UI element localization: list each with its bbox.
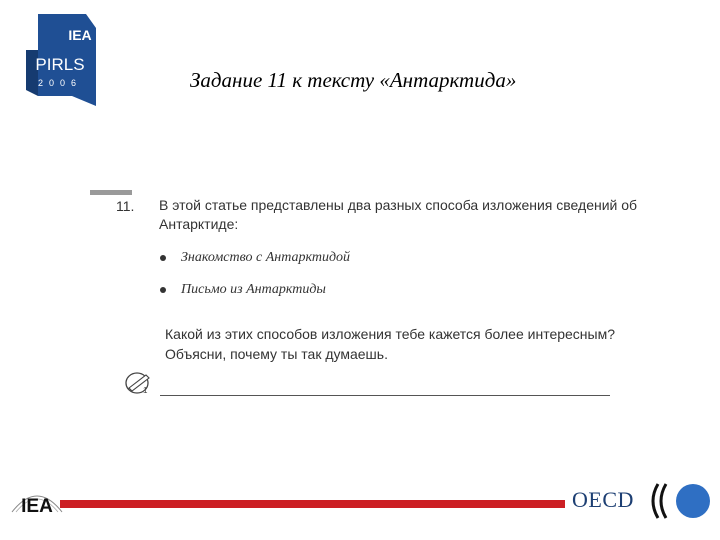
- bullet-icon: [160, 255, 166, 261]
- task-marker-bar: [90, 190, 132, 195]
- oecd-symbol-icon: [644, 480, 714, 522]
- list-item: [159, 250, 350, 282]
- footer-bar: [60, 500, 565, 508]
- iea-logo: [10, 482, 64, 516]
- task-question: В этой статье представлены два разных способа изложения сведений об Антарктиде:: [159, 197, 638, 232]
- task-card: [90, 186, 650, 416]
- slide-title: Задание 11 к тексту «Антарктида»: [190, 68, 517, 92]
- task-number: 11.: [116, 198, 135, 214]
- option-list: [159, 250, 350, 314]
- task-prompt: Какой из этих способов изложения тебе кажется более интересным? Объясни, почему ты так думаешь.: [165, 326, 616, 362]
- answer-line[interactable]: [160, 395, 610, 396]
- pirls-year: 2006: [37, 78, 83, 88]
- iea-mark: IEA: [68, 27, 92, 43]
- list-item: [159, 282, 350, 314]
- bullet-icon: [160, 287, 166, 293]
- oecd-wordmark: OECD: [572, 487, 634, 512]
- pirls-logo-graphic: [22, 10, 102, 110]
- pirls-wordmark: PIRLS: [35, 55, 85, 74]
- pirls-logo: [22, 10, 102, 110]
- iea-wordmark: IEA: [21, 496, 53, 516]
- score-mark: 1: [143, 386, 148, 395]
- option-label: Письмо из Антарктиды: [181, 282, 326, 297]
- option-label: Знакомство с Антарктидой: [181, 250, 351, 265]
- pencil-score-icon: [124, 370, 158, 396]
